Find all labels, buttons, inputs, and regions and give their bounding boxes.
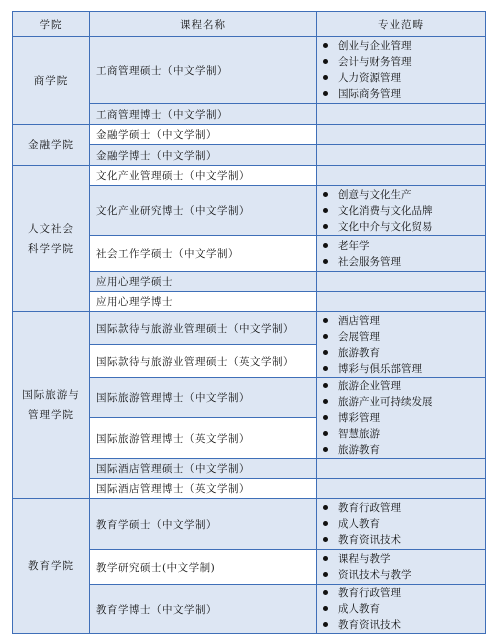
list-item: 教育行政管理 <box>320 500 485 516</box>
course-cell: 国际款待与旅游业管理硕士（英文学制） <box>90 345 317 378</box>
bullet-icon <box>323 318 328 323</box>
list-item: 创意与文化生产 <box>320 187 485 203</box>
course-cell: 应用心理学博士 <box>90 292 317 312</box>
list-item: 社会服务管理 <box>320 254 485 270</box>
bullet-icon <box>323 606 328 611</box>
course-cell: 金融学博士（中文学制） <box>90 145 317 166</box>
table-row <box>13 166 486 186</box>
major-list <box>320 238 485 270</box>
list-item: 国际商务管理 <box>320 86 485 102</box>
list-item: 创业与企业管理 <box>320 38 485 54</box>
major-cell <box>317 125 486 145</box>
header-college: 学院 <box>13 12 90 37</box>
program-table <box>12 11 486 634</box>
college-education: 教育学院 <box>13 499 90 634</box>
course-cell: 教育学博士（中文学制） <box>90 585 317 634</box>
major-cell <box>317 479 486 499</box>
course-cell: 应用心理学硕士 <box>90 272 317 292</box>
list-item: 酒店管理 <box>320 313 485 329</box>
course-cell: 金融学硕士（中文学制） <box>90 125 317 145</box>
list-item: 旅游产业可持续发展 <box>320 394 485 410</box>
list-item: 成人教育 <box>320 516 485 532</box>
list-item: 人力资源管理 <box>320 70 485 86</box>
bullet-icon <box>323 572 328 577</box>
course-cell: 国际旅游管理博士（中文学制） <box>90 378 317 418</box>
major-cell <box>317 186 486 236</box>
list-item: 旅游企业管理 <box>320 378 485 394</box>
major-list <box>320 313 485 377</box>
bullet-icon <box>323 447 328 452</box>
course-cell: 国际款待与旅游业管理硕士（中文学制） <box>90 312 317 345</box>
bullet-icon <box>323 334 328 339</box>
major-cell <box>317 166 486 186</box>
list-item: 旅游教育 <box>320 442 485 458</box>
list-item: 成人教育 <box>320 601 485 617</box>
college-business: 商学院 <box>13 37 90 125</box>
bullet-icon <box>323 208 328 213</box>
list-item: 教育资讯技术 <box>320 532 485 548</box>
major-cell <box>317 585 486 634</box>
major-cell <box>317 459 486 479</box>
header-major: 专业范畴 <box>317 12 486 37</box>
list-item: 教育资讯技术 <box>320 617 485 633</box>
course-cell: 国际酒店管理硕士（中文学制） <box>90 459 317 479</box>
table-row <box>13 499 486 550</box>
list-item: 文化中介与文化贸易 <box>320 219 485 235</box>
bullet-icon <box>323 43 328 48</box>
list-item: 教育行政管理 <box>320 585 485 601</box>
bullet-icon <box>323 521 328 526</box>
major-cell <box>317 550 486 585</box>
course-cell: 工商管理博士（中文学制） <box>90 104 317 125</box>
bullet-icon <box>323 59 328 64</box>
major-cell <box>317 292 486 312</box>
table-header-row <box>13 12 486 37</box>
major-cell <box>317 378 486 459</box>
list-item: 博彩管理 <box>320 410 485 426</box>
college-finance: 金融学院 <box>13 125 90 166</box>
course-cell: 国际旅游管理博士（英文学制） <box>90 418 317 459</box>
course-cell: 国际酒店管理博士（英文学制） <box>90 479 317 499</box>
bullet-icon <box>323 590 328 595</box>
bullet-icon <box>323 383 328 388</box>
major-cell <box>317 272 486 292</box>
bullet-icon <box>323 192 328 197</box>
major-cell <box>317 37 486 104</box>
major-cell <box>317 499 486 550</box>
program-table-container <box>12 11 485 634</box>
major-list <box>320 500 485 548</box>
list-item: 文化消费与文化品牌 <box>320 203 485 219</box>
table-row <box>13 312 486 345</box>
major-list <box>320 378 485 458</box>
college-humanities: 人文社会 科学学院 <box>13 166 90 312</box>
course-cell: 教学研究硕士(中文学制) <box>90 550 317 585</box>
bullet-icon <box>323 75 328 80</box>
bullet-icon <box>323 399 328 404</box>
list-item: 智慧旅游 <box>320 426 485 442</box>
list-item: 老年学 <box>320 238 485 254</box>
bullet-icon <box>323 556 328 561</box>
course-cell: 教育学硕士（中文学制） <box>90 499 317 550</box>
table-row <box>13 37 486 104</box>
bullet-icon <box>323 415 328 420</box>
major-cell <box>317 312 486 378</box>
header-course: 课程名称 <box>90 12 317 37</box>
bullet-icon <box>323 91 328 96</box>
major-list <box>320 38 485 102</box>
bullet-icon <box>323 259 328 264</box>
list-item: 会计与财务管理 <box>320 54 485 70</box>
bullet-icon <box>323 505 328 510</box>
course-cell: 文化产业研究博士（中文学制） <box>90 186 317 236</box>
bullet-icon <box>323 243 328 248</box>
course-cell: 工商管理硕士（中文学制） <box>90 37 317 104</box>
list-item: 资讯技术与教学 <box>320 567 485 583</box>
major-list <box>320 551 485 583</box>
list-item: 会展管理 <box>320 329 485 345</box>
table-row <box>13 125 486 145</box>
list-item: 博彩与俱乐部管理 <box>320 361 485 377</box>
bullet-icon <box>323 224 328 229</box>
major-cell <box>317 236 486 272</box>
course-cell: 文化产业管理硕士（中文学制） <box>90 166 317 186</box>
list-item: 旅游教育 <box>320 345 485 361</box>
major-list <box>320 187 485 235</box>
major-list <box>320 585 485 633</box>
college-tourism: 国际旅游与 管理学院 <box>13 312 90 499</box>
list-item: 课程与教学 <box>320 551 485 567</box>
bullet-icon <box>323 537 328 542</box>
course-cell: 社会工作学硕士（中文学制） <box>90 236 317 272</box>
bullet-icon <box>323 622 328 627</box>
bullet-icon <box>323 366 328 371</box>
major-cell <box>317 145 486 166</box>
major-cell <box>317 104 486 125</box>
bullet-icon <box>323 350 328 355</box>
bullet-icon <box>323 431 328 436</box>
